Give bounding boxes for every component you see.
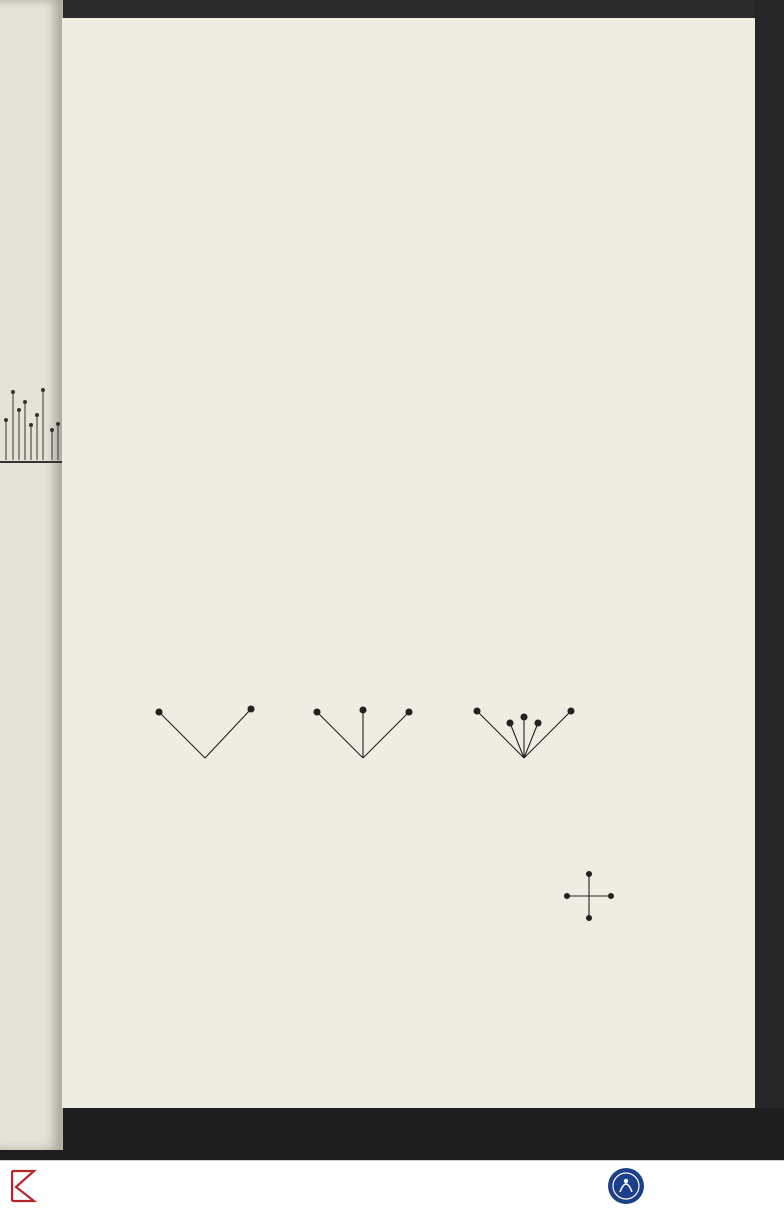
figure-15-diagram: [474, 708, 574, 758]
left-page-fragment: [0, 0, 63, 1150]
book-page: [62, 18, 755, 1108]
scan-background-top: [0, 0, 784, 20]
figure-13-diagram: [156, 706, 254, 758]
university-library-logo-icon: [8, 1167, 38, 1205]
figure-16-diagram: [562, 868, 622, 928]
scan-background-right: [754, 0, 784, 1160]
left-page-figure: [0, 380, 62, 470]
figure-diagrams: [62, 703, 755, 783]
figures-13-15: [62, 703, 755, 843]
viewer-footer: [0, 1160, 784, 1212]
scan-background-bottom: [0, 1108, 784, 1160]
figure-14-diagram: [314, 707, 412, 758]
academy-seal-icon: [606, 1166, 646, 1206]
